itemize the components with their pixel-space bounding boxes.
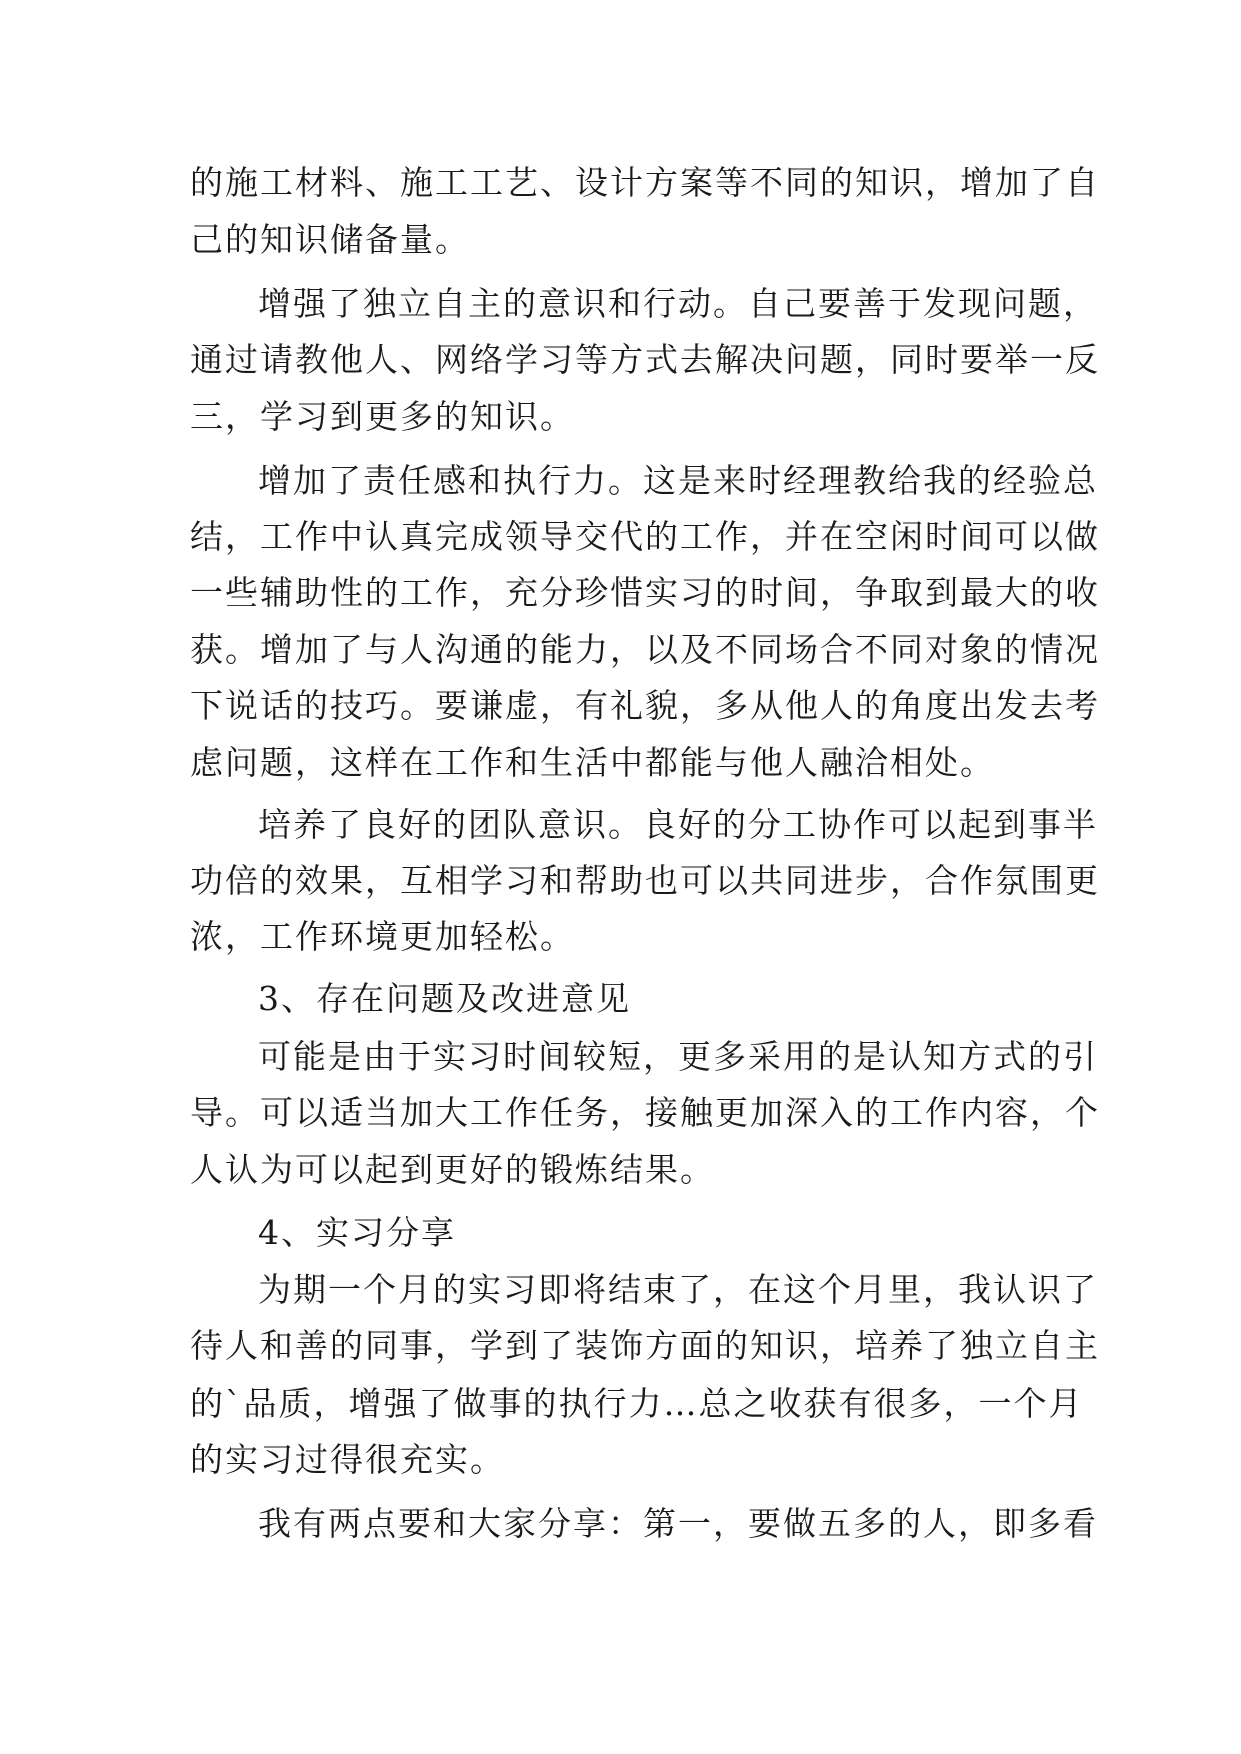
text-line: 待人和善的同事，学到了装饰方面的知识，培养了独立自主 xyxy=(190,1326,1100,1365)
text-line: 3、存在问题及改进意见 xyxy=(258,979,631,1018)
text-line: 为期一个月的实习即将结束了，在这个月里，我认识了 xyxy=(258,1270,1098,1309)
text-line: 浓，工作环境更加轻松。 xyxy=(190,917,575,956)
text-line: 下说话的技巧。要谦虚，有礼貌，多从他人的角度出发去考 xyxy=(190,686,1100,725)
text-line: 的施工材料、施工工艺、设计方案等不同的知识，增加了自 xyxy=(190,163,1100,202)
text-line: 4、实习分享 xyxy=(258,1213,456,1252)
text-line: 的实习过得很充实。 xyxy=(190,1440,505,1479)
text-line: 我有两点要和大家分享：第一，要做五多的人，即多看 xyxy=(258,1504,1098,1543)
text-line: 获。增加了与人沟通的能力，以及不同场合不同对象的情况 xyxy=(190,630,1100,669)
text-line: 己的知识储备量。 xyxy=(190,220,470,259)
text-line: 功倍的效果，互相学习和帮助也可以共同进步，合作氛围更 xyxy=(190,861,1100,900)
text-line: 虑问题，这样在工作和生活中都能与他人融洽相处。 xyxy=(190,743,995,782)
text-line: 的`品质，增强了做事的执行力…总之收获有很多，一个月 xyxy=(190,1384,1084,1423)
text-line: 一些辅助性的工作，充分珍惜实习的时间，争取到最大的收 xyxy=(190,573,1100,612)
text-line: 培养了良好的团队意识。良好的分工协作可以起到事半 xyxy=(258,805,1098,844)
text-line: 导。可以适当加大工作任务，接触更加深入的工作内容，个 xyxy=(190,1093,1100,1132)
text-line: 结，工作中认真完成领导交代的工作，并在空闲时间可以做 xyxy=(190,517,1100,556)
text-line: 通过请教他人、网络学习等方式去解决问题，同时要举一反 xyxy=(190,340,1100,379)
text-line: 增加了责任感和执行力。这是来时经理教给我的经验总 xyxy=(258,461,1098,500)
text-line: 可能是由于实习时间较短，更多采用的是认知方式的引 xyxy=(258,1037,1098,1076)
text-line: 增强了独立自主的意识和行动。自己要善于发现问题， xyxy=(258,284,1098,323)
text-line: 三，学习到更多的知识。 xyxy=(190,397,575,436)
text-line: 人认为可以起到更好的锻炼结果。 xyxy=(190,1150,715,1189)
